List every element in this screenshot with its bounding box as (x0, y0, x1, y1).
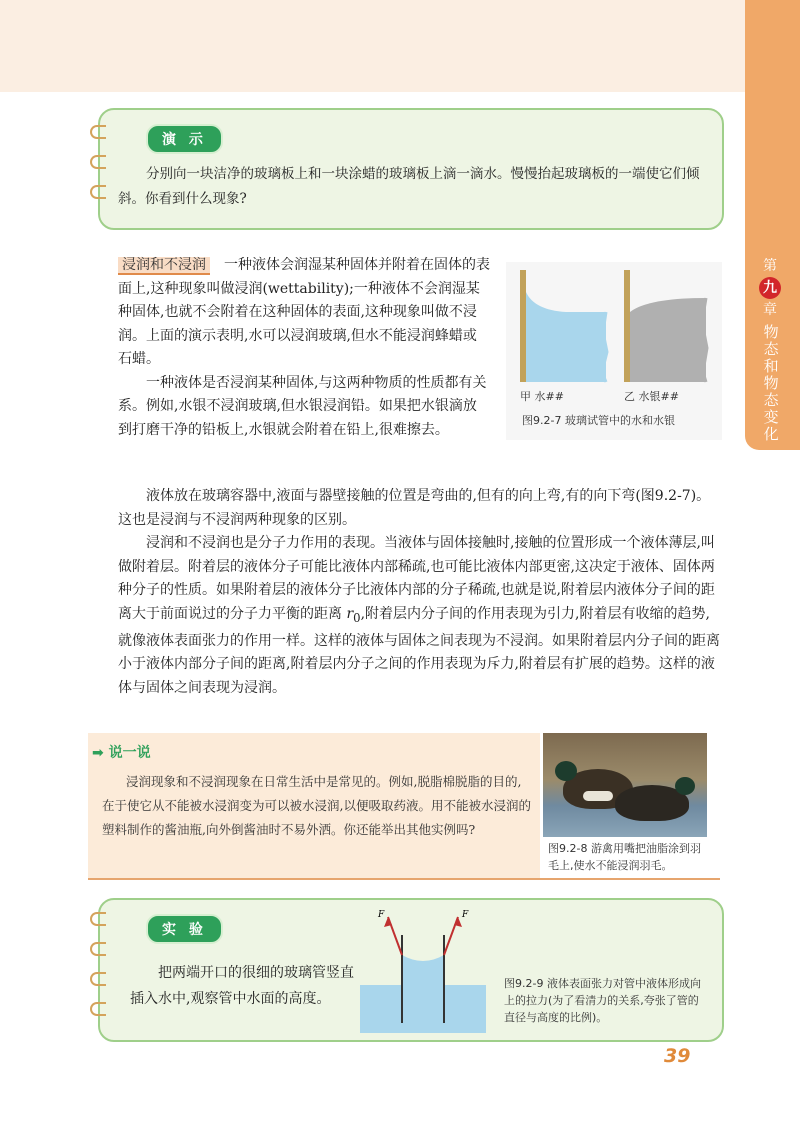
demo-text: 分别向一块洁净的玻璃板上和一块涂蜡的玻璃板上滴一滴水。慢慢抬起玻璃板的一端使它们倾斜。你看到什么现象? (118, 166, 700, 207)
binder-ring-icon (90, 185, 106, 199)
force-label-right: F (462, 910, 469, 920)
tube-wall-left-a (520, 270, 526, 382)
force-label-left: F (378, 910, 385, 920)
mercury-meniscus (630, 298, 706, 382)
paragraph-3: 液体放在玻璃容器中,液面与器壁接触的位置是弯曲的,但有的向上弯,有的向下弯(图9.2-7)。这也是浸润与不浸润两种现象的区别。 (118, 488, 711, 528)
chapter-label (750, 258, 790, 447)
tube-wall-left-b (624, 270, 630, 382)
fig1-label-b: 乙 水银## (624, 390, 679, 403)
paragraph-1: 一种液体会润湿某种固体并附着在固体的表面上,这种现象叫做浸润(wettability);一种液体不会润湿某种固体,也就不会附着在这种固体的表面,这种现象叫做不浸润。上面的演示表明,水可以浸润玻璃,但水不能浸润蜂蜡或石蜡。 (118, 257, 490, 367)
experiment-text: 把两端开口的很细的玻璃管竖直插入水中,观察管中水面的高度。 (130, 965, 354, 1007)
figure-tube-water-mercury (506, 262, 722, 440)
header-band (0, 0, 745, 92)
section-paragraphs-bottom (118, 485, 722, 700)
chapter-suffix: 章 (763, 302, 777, 319)
chapter-prefix: 第 (763, 258, 777, 274)
fig1-caption: 图9.2-7 玻璃试管中的水和水银 (522, 414, 675, 427)
binder-ring-icon (90, 912, 106, 926)
binder-ring-icon (90, 155, 106, 169)
chapter-number: 九 (759, 277, 781, 299)
fig2-caption: 图9.2-8 游禽用嘴把油脂涂到羽毛上,使水不能浸润羽毛。 (548, 842, 701, 872)
fig1-label-a: 甲 水## (520, 390, 564, 403)
discuss-divider (88, 878, 720, 880)
section-paragraphs-top (118, 254, 490, 442)
binder-ring-icon (90, 942, 106, 956)
fig3-caption: 图9.2-9 液体表面张力对管中液体形成向上的拉力(为了看清力的关系,夸张了管的直径与高度的比例)。 (504, 977, 701, 1024)
binder-ring-icon (90, 1002, 106, 1016)
duck-photo (543, 733, 707, 837)
water-meniscus (526, 292, 606, 382)
discuss-heading: ➡ 说一说 (92, 745, 151, 761)
discuss-text: 浸润现象和不浸润现象在日常生活中是常见的。例如,脱脂棉脱脂的目的,在于使它从不能被水浸润变为可以被水浸润,以便吸取药液。用不能被水浸润的塑料制作的酱油瓶,向外倒酱油时不易外洒。你还能举出其他实例吗? (102, 774, 531, 837)
experiment-label: 实 验 (146, 914, 223, 944)
paragraph-4: 浸润和不浸润也是分子力作用的表现。当液体与固体接触时,接触的位置形成一个液体薄层,叫做附着层。附着层的液体分子可能比液体内部稀疏,也可能比液体内部更密,这决定于液体、固体两种分子的性质。如果附着层的液体分子比液体内部的分子稀疏,也就是说,附着层内液体分子间的距离大于前面说过的分子力平衡的距离 $r_0$,附着层内分子间的作用表现为引力,附着层有收缩的趋势,就像液体表面张力的作用一样。这样的液体与固体之间表现为不浸润。如果附着层内分子间的距离小于液体内部分子间的距离,附着层内分子之间的作用表现为斥力,附着层有扩展的趋势。这样的液体与固体之间表现为浸润。 (118, 535, 720, 696)
paragraph-2: 一种液体是否浸润某种固体,与这两种物质的性质都有关系。例如,水银不浸润玻璃,但水银浸润铅。如果把水银滴放到打磨干净的铅板上,水银就会附着在铅上,很难擦去。 (118, 374, 487, 438)
binder-ring-icon (90, 972, 106, 986)
capillary-water (402, 955, 444, 1033)
page-number: 39 (664, 1045, 691, 1067)
side-tab-top (745, 0, 800, 92)
demo-label: 演 示 (146, 124, 223, 154)
binder-ring-icon (90, 125, 106, 139)
chapter-title: 物态和物态变化 (761, 324, 780, 444)
arrow-icon: ➡ (92, 745, 104, 761)
section-term: 浸润和不浸润 (118, 257, 210, 275)
capillary-diagram (358, 905, 488, 1035)
